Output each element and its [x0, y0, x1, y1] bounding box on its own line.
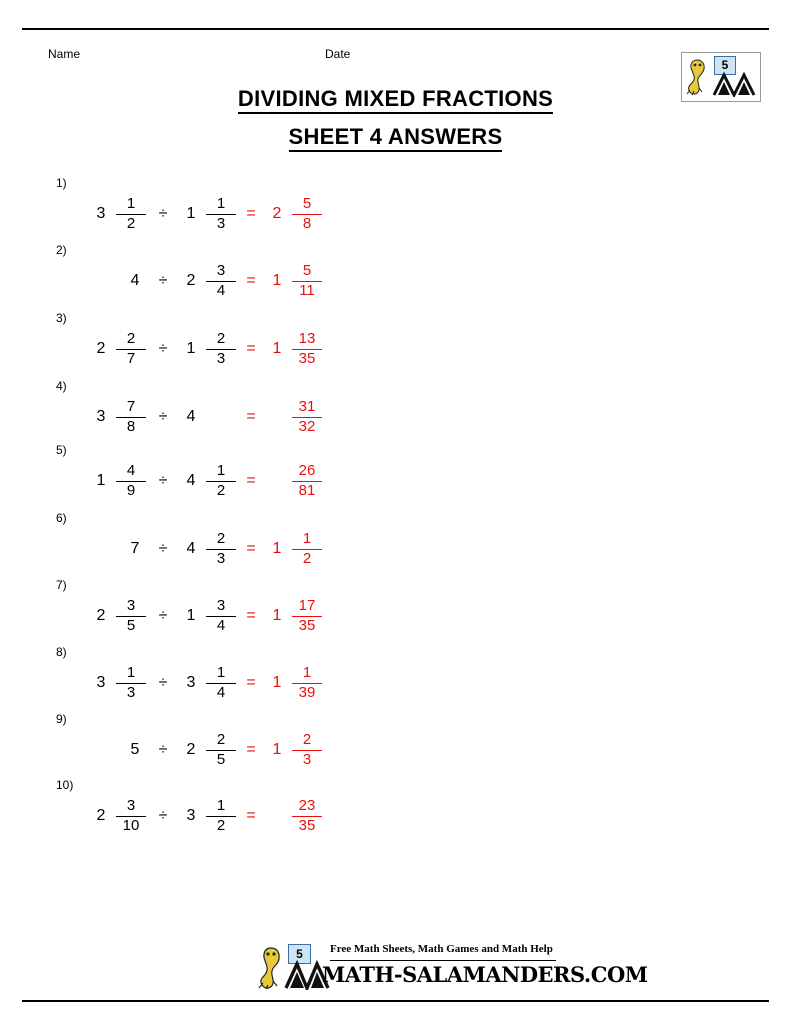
division-operator: ÷ — [158, 674, 168, 691]
answer-denominator: 3 — [302, 751, 312, 769]
operand-a-fraction — [114, 457, 148, 505]
operand-a-whole: 1 — [96, 472, 106, 489]
answer-fraction — [290, 325, 324, 373]
problem-expression — [88, 457, 324, 505]
answer-whole: 1 — [272, 741, 282, 758]
operand-a-numerator: 4 — [126, 461, 136, 479]
operand-a-numerator: 3 — [126, 596, 136, 614]
operand-a-denominator: 3 — [126, 684, 136, 702]
operand-b-denominator: 2 — [216, 482, 226, 500]
division-operator: ÷ — [158, 205, 168, 222]
operand-b-denominator: 4 — [216, 684, 226, 702]
answer-denominator: 11 — [299, 282, 315, 300]
operand-a-fraction — [114, 393, 148, 441]
problem-number: 9) — [56, 712, 67, 726]
problem-number: 6) — [56, 511, 67, 525]
operand-a-fraction — [114, 792, 148, 840]
answer-whole: 1 — [272, 272, 282, 289]
problem-expression — [88, 190, 324, 238]
answer-denominator: 32 — [298, 418, 316, 436]
date-label: Date — [325, 47, 351, 61]
problem-expression — [88, 257, 324, 305]
operand-a-whole: 3 — [96, 674, 106, 691]
answer-whole: 1 — [272, 540, 282, 557]
operand-b-denominator: 4 — [216, 282, 226, 300]
operand-b-whole: 2 — [186, 741, 196, 758]
operand-a-fraction — [114, 325, 148, 373]
operand-a-denominator: 2 — [126, 215, 136, 233]
answer-numerator: 1 — [302, 529, 312, 547]
operand-a-whole: 5 — [130, 741, 140, 758]
equals-sign: = — [246, 340, 256, 357]
page-title-line2 — [0, 124, 791, 150]
problem-number: 8) — [56, 645, 67, 659]
equals-sign: = — [246, 205, 256, 222]
problem-expression — [88, 325, 324, 373]
operand-b-fraction-empty — [204, 393, 238, 441]
problem-2 — [48, 243, 468, 313]
operand-a-whole: 3 — [96, 205, 106, 222]
operand-a-whole: 2 — [96, 807, 106, 824]
operand-b-whole: 3 — [186, 807, 196, 824]
operand-a-fraction — [114, 659, 148, 707]
math-salamanders-logo — [681, 52, 761, 102]
operand-b-fraction — [204, 525, 238, 573]
answer-denominator: 8 — [302, 215, 312, 233]
answer-whole — [264, 457, 290, 505]
equals-sign: = — [246, 472, 256, 489]
operand-b-fraction — [204, 190, 238, 238]
name-label: Name — [48, 47, 81, 61]
operand-a-denominator: 5 — [126, 617, 136, 635]
problem-6 — [48, 511, 468, 581]
salamander-icon — [258, 946, 284, 990]
page-footer — [0, 938, 791, 1000]
problem-number: 3) — [56, 311, 67, 325]
problem-3 — [48, 311, 468, 381]
operand-a-fraction — [114, 592, 148, 640]
operand-b-fraction — [204, 457, 238, 505]
operand-b-whole: 1 — [186, 205, 196, 222]
problem-number: 4) — [56, 379, 67, 393]
problem-expression — [88, 393, 324, 441]
answer-fraction — [290, 393, 324, 441]
division-operator: ÷ — [158, 807, 168, 824]
operand-b-whole: 4 — [186, 540, 196, 557]
operand-b-fraction — [204, 257, 238, 305]
problem-10 — [48, 778, 468, 848]
answer-whole: 1 — [272, 607, 282, 624]
logo-grade-badge: 5 — [714, 56, 736, 75]
problem-number: 7) — [56, 578, 67, 592]
operand-b-numerator: 1 — [216, 796, 226, 814]
answer-numerator: 13 — [298, 329, 316, 347]
answer-whole: 1 — [272, 340, 282, 357]
operand-b-numerator: 1 — [216, 194, 226, 212]
problem-expression — [88, 525, 324, 573]
division-operator: ÷ — [158, 741, 168, 758]
operand-b-denominator: 4 — [216, 617, 226, 635]
division-operator: ÷ — [158, 540, 168, 557]
problem-number: 1) — [56, 176, 67, 190]
operand-b-fraction — [204, 592, 238, 640]
equals-sign: = — [246, 408, 256, 425]
answer-numerator: 5 — [302, 194, 312, 212]
answer-fraction — [290, 190, 324, 238]
footer-divider — [330, 960, 556, 961]
page-title-line1 — [0, 86, 791, 112]
operand-a-fraction — [114, 190, 148, 238]
answer-numerator: 17 — [298, 596, 316, 614]
operand-a-denominator: 10 — [122, 817, 140, 835]
operand-b-fraction — [204, 659, 238, 707]
operand-a-numerator: 1 — [126, 194, 136, 212]
problem-4 — [48, 379, 468, 449]
problem-1 — [48, 176, 468, 246]
answer-numerator: 5 — [302, 261, 312, 279]
answer-numerator: 23 — [298, 796, 316, 814]
operand-a-denominator: 9 — [126, 482, 136, 500]
operand-a-numerator: 3 — [126, 796, 136, 814]
division-operator: ÷ — [158, 408, 168, 425]
operand-b-whole: 4 — [186, 472, 196, 489]
operand-b-whole: 3 — [186, 674, 196, 691]
answer-numerator: 31 — [298, 397, 316, 415]
footer-url[interactable]: MATH-SALAMANDERS.COM — [322, 962, 648, 987]
answer-whole: 1 — [272, 674, 282, 691]
operand-b-denominator: 3 — [216, 550, 226, 568]
problem-expression — [88, 592, 324, 640]
problem-expression — [88, 659, 324, 707]
page-title-line2-text: SHEET 4 ANSWERS — [289, 124, 503, 152]
top-divider — [22, 28, 769, 30]
problem-8 — [48, 645, 468, 715]
footer-logo-block — [250, 938, 648, 1000]
answer-denominator: 39 — [298, 684, 316, 702]
operand-a-denominator: 8 — [126, 418, 136, 436]
answer-numerator: 26 — [298, 461, 316, 479]
problem-number: 10) — [56, 778, 74, 792]
problem-5 — [48, 443, 468, 513]
operand-b-numerator: 3 — [216, 261, 226, 279]
logo-m-icon — [712, 71, 756, 97]
division-operator: ÷ — [158, 272, 168, 289]
operand-b-denominator: 2 — [216, 817, 226, 835]
operand-a-whole: 7 — [130, 540, 140, 557]
bottom-divider — [22, 1000, 769, 1002]
operand-a-denominator: 7 — [126, 350, 136, 368]
answer-numerator: 2 — [302, 730, 312, 748]
answer-fraction — [290, 592, 324, 640]
operand-a-numerator: 1 — [126, 663, 136, 681]
answer-denominator: 81 — [298, 482, 316, 500]
answer-fraction — [290, 726, 324, 774]
operand-b-numerator: 3 — [216, 596, 226, 614]
equals-sign: = — [246, 607, 256, 624]
equals-sign: = — [246, 807, 256, 824]
answer-denominator: 2 — [302, 550, 312, 568]
operand-b-fraction — [204, 325, 238, 373]
problem-number: 5) — [56, 443, 67, 457]
operand-b-numerator: 1 — [216, 461, 226, 479]
division-operator: ÷ — [158, 472, 168, 489]
answer-fraction — [290, 792, 324, 840]
answer-whole: 2 — [272, 205, 282, 222]
operand-b-numerator: 2 — [216, 730, 226, 748]
division-operator: ÷ — [158, 340, 168, 357]
salamander-icon — [686, 58, 708, 96]
operand-b-numerator: 1 — [216, 663, 226, 681]
operand-a-whole: 3 — [96, 408, 106, 425]
operand-a-numerator: 7 — [126, 397, 136, 415]
problem-7 — [48, 578, 468, 648]
answer-fraction — [290, 659, 324, 707]
operand-b-numerator: 2 — [216, 329, 226, 347]
operand-b-whole: 4 — [186, 408, 196, 425]
answer-whole — [264, 393, 290, 441]
operand-b-denominator: 3 — [216, 350, 226, 368]
answer-whole — [264, 792, 290, 840]
operand-b-fraction — [204, 726, 238, 774]
answer-denominator: 35 — [298, 817, 316, 835]
answer-denominator: 35 — [298, 617, 316, 635]
problem-expression — [88, 726, 324, 774]
footer-grade-badge: 5 — [288, 944, 311, 964]
equals-sign: = — [246, 741, 256, 758]
problem-expression — [88, 792, 324, 840]
operand-b-denominator: 3 — [216, 215, 226, 233]
answer-numerator: 1 — [302, 663, 312, 681]
operand-a-numerator: 2 — [126, 329, 136, 347]
operand-b-fraction — [204, 792, 238, 840]
answer-fraction — [290, 257, 324, 305]
operand-b-whole: 1 — [186, 607, 196, 624]
operand-a-whole: 4 — [130, 272, 140, 289]
operand-b-denominator: 5 — [216, 751, 226, 769]
operand-b-numerator: 2 — [216, 529, 226, 547]
footer-tagline: Free Math Sheets, Math Games and Math Help — [330, 943, 553, 955]
division-operator: ÷ — [158, 607, 168, 624]
answer-denominator: 35 — [298, 350, 316, 368]
answer-fraction — [290, 525, 324, 573]
problem-number: 2) — [56, 243, 67, 257]
page-title-line1-text: DIVIDING MIXED FRACTIONS — [238, 86, 553, 114]
operand-a-whole: 2 — [96, 340, 106, 357]
equals-sign: = — [246, 540, 256, 557]
equals-sign: = — [246, 674, 256, 691]
equals-sign: = — [246, 272, 256, 289]
operand-b-whole: 2 — [186, 272, 196, 289]
operand-b-whole: 1 — [186, 340, 196, 357]
problem-9 — [48, 712, 468, 782]
answer-fraction — [290, 457, 324, 505]
operand-a-whole: 2 — [96, 607, 106, 624]
